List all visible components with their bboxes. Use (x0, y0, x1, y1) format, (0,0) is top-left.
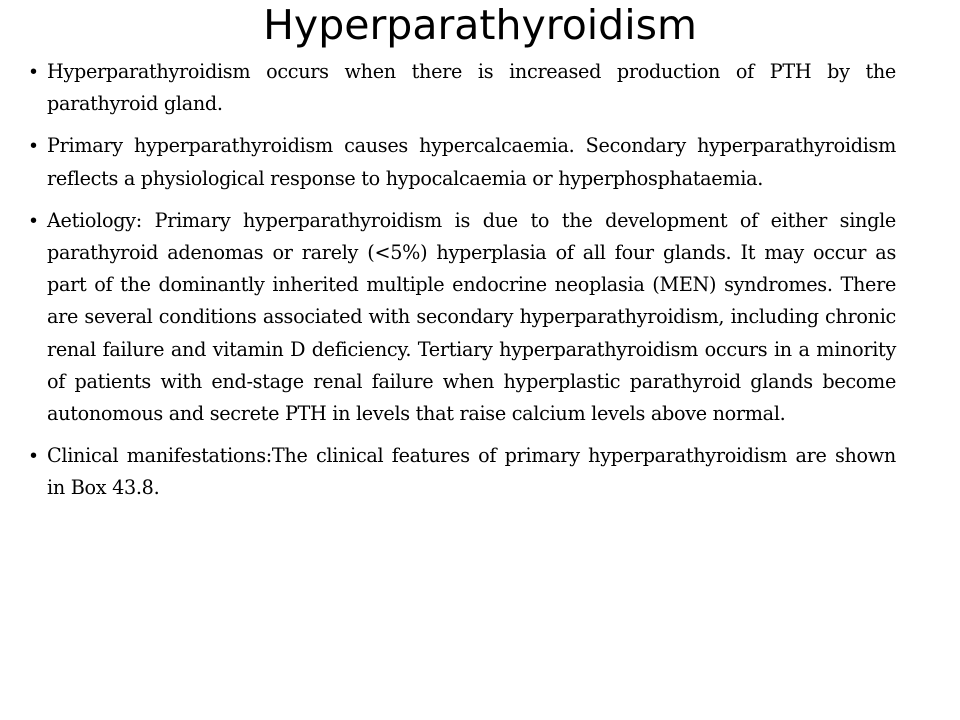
bullet-icon: • (30, 209, 38, 232)
bullet-text: Primary hyperparathyroidism causes hypercalcaemia. Secondary hyperparathyroidism reflects a physiological response to hypocalcaemia or hyperphosphataemia. (47, 134, 896, 190)
bullet-text: Clinical manifestations:The clinical features of primary hyperparathyroidism are shown in Box 43.8. (47, 444, 896, 500)
bullet-icon: • (30, 445, 38, 468)
bullet-item (30, 205, 896, 430)
bullet-item (30, 56, 896, 120)
bullet-text: Aetiology: Primary hyperparathyroidism is due to the development of either single parathyroid adenomas or rarely (<5%) hyperplasia of all four glands. It may occur as part of the dominantly inherited multiple endocrine neoplasia (MEN) syndromes. There are several conditions associated with secondary hyperparathyroidism, including chronic renal failure and vitamin D deficiency. Tertiary hyperparathyroidism occurs in a minority of patients with end-stage renal failure when hyperplastic parathyroid glands become autonomous and secrete PTH in levels that raise calcium levels above normal. (47, 208, 896, 426)
bullet-icon: • (30, 135, 38, 158)
bullet-text: Hyperparathyroidism occurs when there is increased production of PTH by the parathyroid gland. (47, 60, 896, 116)
bullet-item (30, 130, 896, 194)
bullet-icon: • (30, 61, 38, 83)
slide-title: Hyperparathyroidism (263, 1, 697, 49)
bullet-item (30, 440, 896, 504)
bullet-list (30, 56, 896, 515)
